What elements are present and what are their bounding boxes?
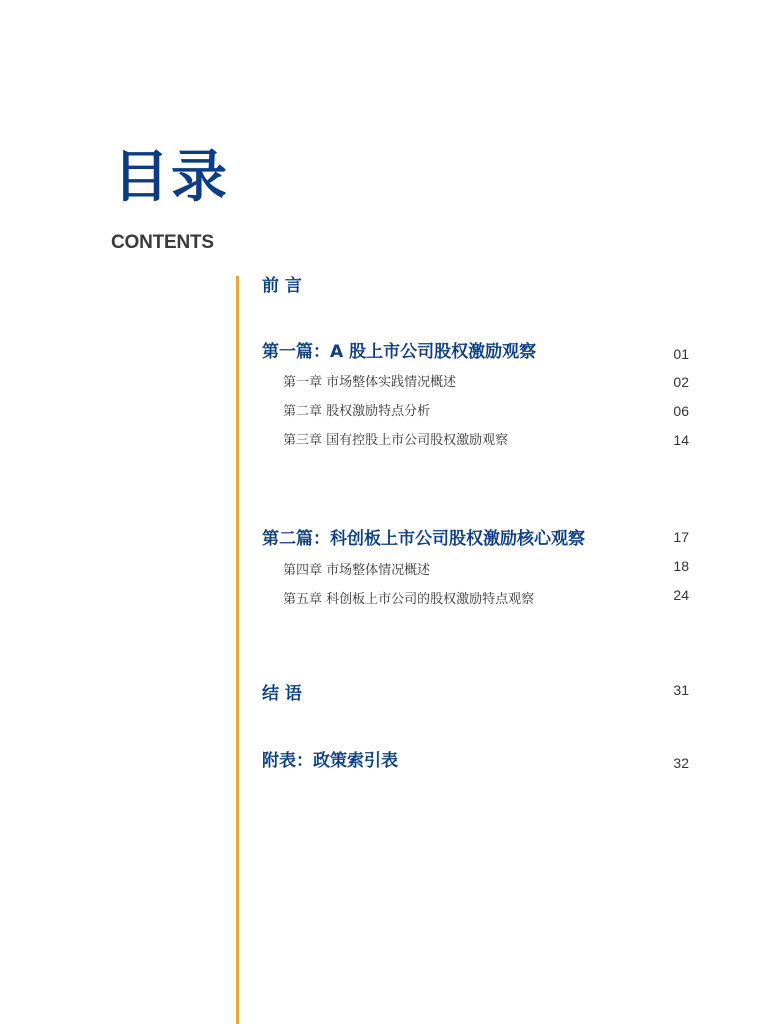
toc-chapter-2-page: 06 [673,403,689,419]
toc-chapter-4[interactable]: 第四章 市场整体情况概述 [283,563,431,578]
toc-chapter-2[interactable]: 第二章 股权激励特点分析 [283,404,431,419]
toc-preface[interactable]: 前 言 [262,276,302,296]
vertical-divider [236,276,239,1024]
toc-chapter-5-page: 24 [673,587,689,603]
toc-part2[interactable]: 第二篇：科创板上市公司股权激励核心观察 [262,529,585,549]
toc-chapter-1[interactable]: 第一章 市场整体实践情况概述 [283,375,457,390]
toc-conclusion[interactable]: 结 语 [262,684,302,704]
page-title: 目录 [113,145,229,210]
toc-chapter-3[interactable]: 第三章 国有控股上市公司股权激励观察 [283,433,509,448]
toc-conclusion-page: 31 [673,682,689,698]
toc-chapter-5[interactable]: 第五章 科创板上市公司的股权激励特点观察 [283,592,535,607]
toc-chapter-1-page: 02 [673,374,689,390]
toc-part2-page: 17 [673,529,689,545]
page-subtitle: CONTENTS [111,232,214,253]
toc-appendix-page: 32 [673,755,689,771]
toc-part1-page: 01 [673,346,689,362]
toc-chapter-4-page: 18 [673,558,689,574]
toc-appendix[interactable]: 附表：政策索引表 [262,751,398,771]
toc-part1[interactable]: 第一篇：A 股上市公司股权激励观察 [262,342,537,362]
toc-chapter-3-page: 14 [673,432,689,448]
